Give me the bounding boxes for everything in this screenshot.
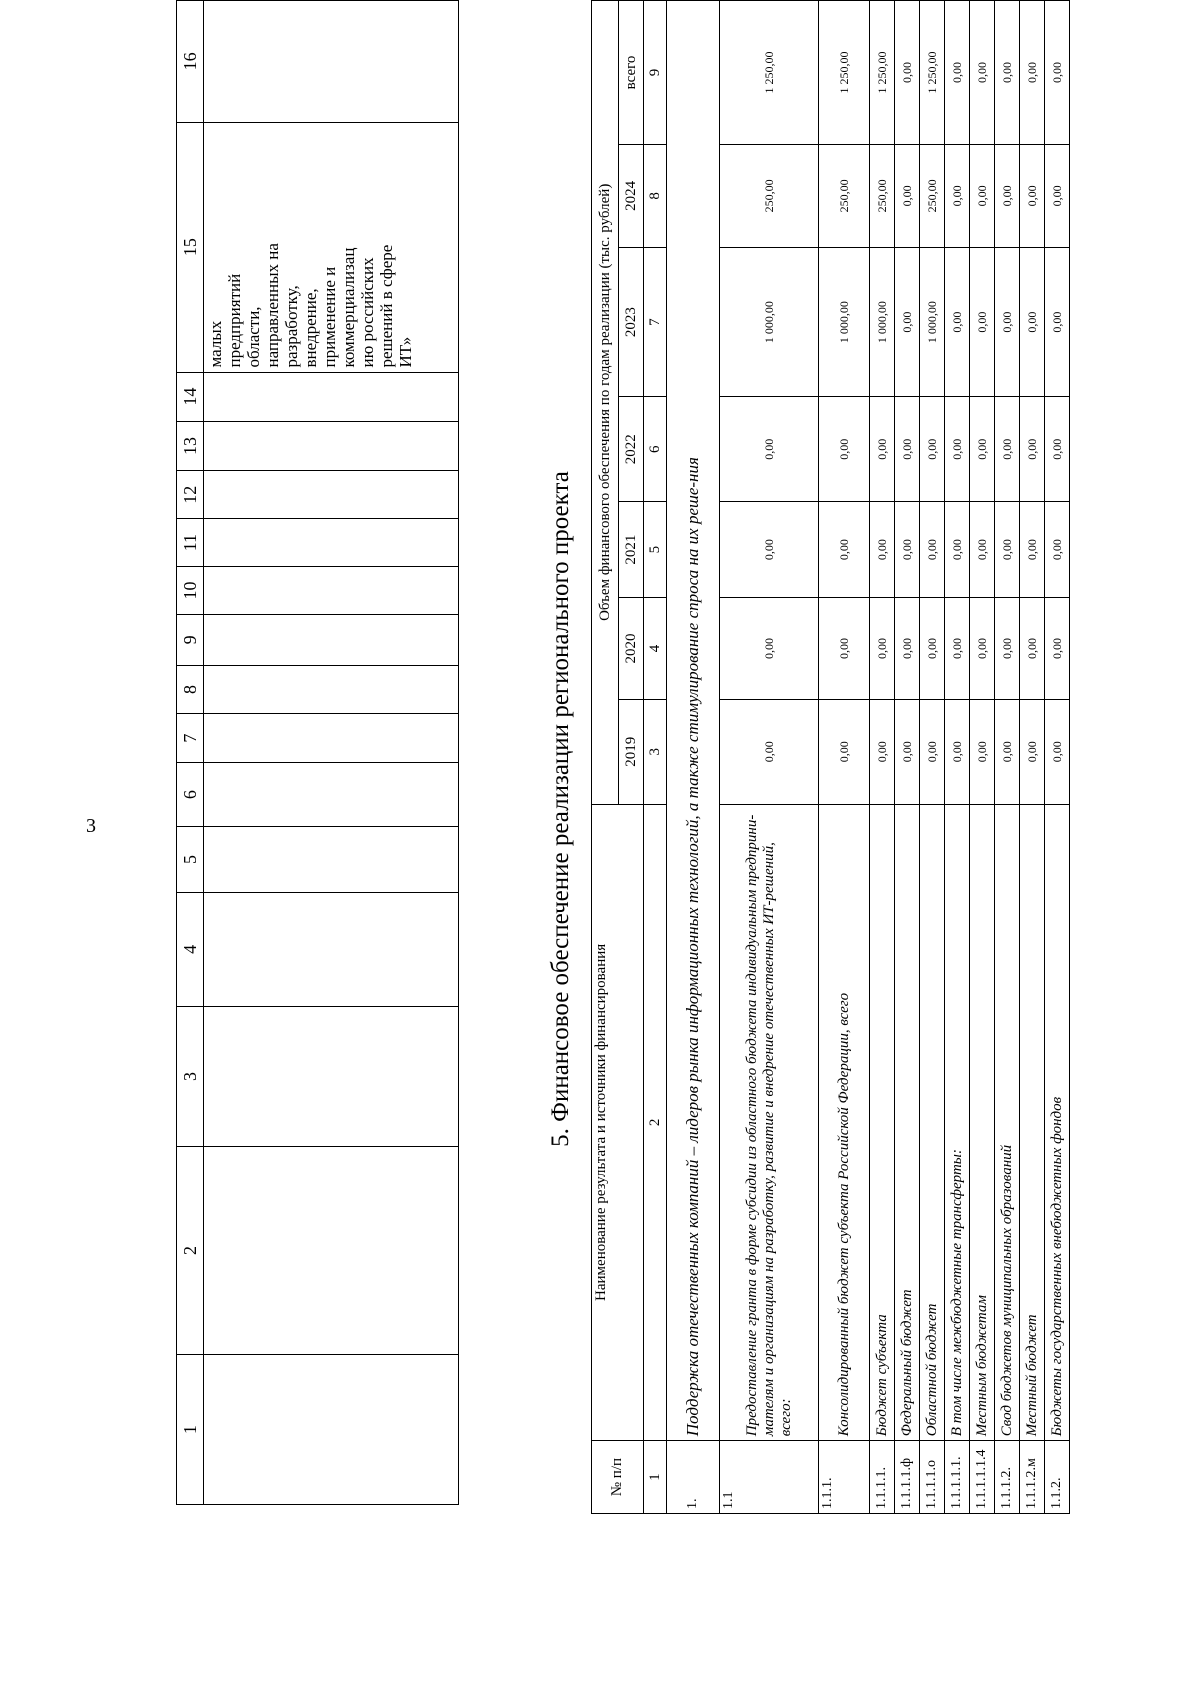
- row-num: 1.1.2.: [1045, 1441, 1070, 1514]
- row-value: 0,00: [1020, 699, 1045, 804]
- row-value: 0,00: [970, 598, 995, 700]
- row-value: 1 000,00: [720, 247, 819, 397]
- upper-col-number: 1: [177, 1355, 204, 1505]
- row-value: 0,00: [1020, 144, 1045, 247]
- col15-line: малых: [206, 320, 225, 368]
- row-total: 1 250,00: [819, 1, 870, 145]
- row-value: 0,00: [895, 144, 920, 247]
- row-value: 0,00: [1020, 502, 1045, 598]
- row-total: 1 250,00: [870, 1, 895, 145]
- row-name: Федеральный бюджет: [895, 804, 920, 1441]
- row-value: 250,00: [870, 144, 895, 247]
- upper-col-number: 7: [177, 714, 204, 763]
- section-num: 1.: [667, 1441, 720, 1514]
- finance-header-row: [592, 1, 619, 1514]
- row-value: 0,00: [1045, 699, 1070, 804]
- upper-cell: [204, 665, 459, 714]
- upper-cell: [204, 762, 459, 826]
- row-value: 0,00: [995, 397, 1020, 502]
- upper-cell: [204, 827, 459, 892]
- row-value: 0,00: [995, 699, 1020, 804]
- table-row: [1045, 1, 1070, 1514]
- row-name: В том числе межбюджетные трансферты:: [945, 804, 970, 1441]
- row-value: 0,00: [995, 598, 1020, 700]
- row-value: 0,00: [895, 397, 920, 502]
- row-value: 1 000,00: [920, 247, 945, 397]
- row-value: 0,00: [870, 598, 895, 700]
- section-text: Поддержка отечественных компаний – лидеров рынка информационных технологий, а также стимулирование спроса на их реше-ния: [667, 1, 720, 1441]
- row-value: 0,00: [1020, 247, 1045, 397]
- col15-line: коммерциализац: [339, 247, 358, 368]
- header-volume: Объем финансового обеспечения по годам реализации (тыс. рублей): [592, 1, 619, 805]
- finance-table: [591, 0, 1070, 1514]
- row-value: 0,00: [819, 699, 870, 804]
- row-total: 0,00: [945, 1, 970, 145]
- upper-cell: [204, 471, 459, 519]
- upper-col-number: 4: [177, 892, 204, 1007]
- section-heading: 5. Финансовое обеспечение реализации регионального проекта: [547, 471, 574, 1147]
- row-value: 0,00: [1045, 502, 1070, 598]
- row-value: 0,00: [970, 397, 995, 502]
- table-row: [945, 1, 970, 1514]
- col15-line: области,: [244, 306, 263, 368]
- row-value: 0,00: [945, 502, 970, 598]
- row-value: 1 000,00: [819, 247, 870, 397]
- upper-table-header-row: [177, 1, 204, 1505]
- col-number: 8: [644, 144, 667, 247]
- row-value: 0,00: [920, 397, 945, 502]
- col15-line: предприятий: [225, 273, 244, 368]
- row-name: Областной бюджет: [920, 804, 945, 1441]
- row-value: 250,00: [720, 144, 819, 247]
- row-num: 1.1.1.1.1.: [945, 1441, 970, 1514]
- row-value: 1 000,00: [870, 247, 895, 397]
- upper-col-number: 8: [177, 665, 204, 714]
- row-value: 0,00: [870, 502, 895, 598]
- upper-col-number: 3: [177, 1007, 204, 1147]
- upper-cell: [204, 1007, 459, 1147]
- row-value: 0,00: [720, 502, 819, 598]
- row-value: 0,00: [945, 397, 970, 502]
- upper-cell: [204, 1146, 459, 1354]
- table-row: [819, 1, 870, 1514]
- upper-cell: [204, 892, 459, 1007]
- table-row: [720, 1, 819, 1514]
- row-total: 0,00: [895, 1, 920, 145]
- upper-col-number: 14: [177, 372, 204, 421]
- row-num: 1.1: [720, 1441, 819, 1514]
- row-value: 0,00: [895, 699, 920, 804]
- col15-line: внедрение,: [301, 288, 320, 368]
- upper-col-number: 2: [177, 1146, 204, 1354]
- year-header: 2020: [619, 598, 644, 700]
- col15-line: ию российских: [358, 257, 377, 368]
- row-value: 250,00: [819, 144, 870, 247]
- row-value: 0,00: [945, 247, 970, 397]
- row-value: 0,00: [819, 598, 870, 700]
- upper-cell: [204, 566, 459, 614]
- upper-cell-col15: [204, 122, 459, 372]
- row-name: Бюджеты государственных внебюджетных фондов: [1045, 804, 1070, 1441]
- col15-line: направленных на: [263, 243, 282, 368]
- row-total: 1 250,00: [920, 1, 945, 145]
- upper-cell: [204, 1355, 459, 1505]
- row-value: 0,00: [995, 502, 1020, 598]
- row-value: 0,00: [1045, 397, 1070, 502]
- col-number: 1: [644, 1441, 667, 1514]
- upper-cell: [204, 714, 459, 763]
- upper-col-number: 9: [177, 615, 204, 665]
- row-value: 0,00: [970, 502, 995, 598]
- col-number: 4: [644, 598, 667, 700]
- row-value: 0,00: [1020, 397, 1045, 502]
- row-value: 0,00: [920, 598, 945, 700]
- row-total: 1 250,00: [720, 1, 819, 145]
- upper-col-number: 15: [177, 122, 204, 372]
- table-row: [895, 1, 920, 1514]
- upper-cell: [204, 421, 459, 470]
- row-value: 0,00: [870, 397, 895, 502]
- header-num: № п/п: [592, 1441, 644, 1514]
- row-value: 250,00: [920, 144, 945, 247]
- header-name: Наименование результата и источники финансирования: [592, 804, 644, 1441]
- upper-cell: [204, 1, 459, 123]
- row-name: Местным бюджетам: [970, 804, 995, 1441]
- row-name: Свод бюджетов муниципальных образований: [995, 804, 1020, 1441]
- row-value: 0,00: [945, 598, 970, 700]
- row-value: 0,00: [895, 598, 920, 700]
- table-row: [970, 1, 995, 1514]
- row-num: 1.1.1.2.м: [1020, 1441, 1045, 1514]
- upper-table: [176, 0, 459, 1505]
- row-total: 0,00: [970, 1, 995, 145]
- col-number: 3: [644, 699, 667, 804]
- row-total: 0,00: [1045, 1, 1070, 145]
- col-number: 9: [644, 1, 667, 145]
- col-number: 5: [644, 502, 667, 598]
- row-total: 0,00: [1020, 1, 1045, 145]
- upper-col-number: 12: [177, 471, 204, 519]
- row-num: 1.1.1.1.: [870, 1441, 895, 1514]
- row-value: 0,00: [945, 144, 970, 247]
- row-num: 1.1.1.1.1.4: [970, 1441, 995, 1514]
- upper-col-number: 5: [177, 827, 204, 892]
- table-row: [920, 1, 945, 1514]
- col-number: 2: [644, 804, 667, 1441]
- row-name: Консолидированный бюджет субъекта Российской Федерации, всего: [819, 804, 870, 1441]
- page-number: 3: [86, 815, 96, 837]
- year-header: 2023: [619, 247, 644, 397]
- row-value: 0,00: [1045, 598, 1070, 700]
- col15-line: решений в сфере: [377, 244, 396, 368]
- table-row: [1020, 1, 1045, 1514]
- row-value: 0,00: [819, 502, 870, 598]
- row-value: 0,00: [895, 247, 920, 397]
- upper-col-number: 16: [177, 1, 204, 123]
- row-value: 0,00: [720, 397, 819, 502]
- col-number: 7: [644, 247, 667, 397]
- table-row: [995, 1, 1020, 1514]
- upper-cell: [204, 372, 459, 421]
- col-number: 6: [644, 397, 667, 502]
- row-value: 0,00: [995, 144, 1020, 247]
- col15-line: ИТ»: [396, 336, 415, 368]
- row-value: 0,00: [970, 699, 995, 804]
- col15-line: разработку,: [282, 285, 301, 368]
- row-value: 0,00: [895, 502, 920, 598]
- row-value: 0,00: [970, 144, 995, 247]
- row-total: 0,00: [995, 1, 1020, 145]
- upper-col-number: 11: [177, 519, 204, 566]
- year-header: 2022: [619, 397, 644, 502]
- row-num: 1.1.1.1.ф: [895, 1441, 920, 1514]
- row-value: 0,00: [1045, 247, 1070, 397]
- row-value: 0,00: [1020, 598, 1045, 700]
- table-row: [870, 1, 895, 1514]
- upper-table-body-row: [204, 1, 459, 1505]
- year-header: 2019: [619, 699, 644, 804]
- row-value: 0,00: [720, 699, 819, 804]
- row-name: Местный бюджет: [1020, 804, 1045, 1441]
- row-value: 0,00: [819, 397, 870, 502]
- row-name: Бюджет субъекта: [870, 804, 895, 1441]
- upper-col-number: 13: [177, 421, 204, 470]
- row-value: 0,00: [945, 699, 970, 804]
- row-name: Предоставление гранта в форме субсидии из областного бюджета индивидуальным предприни-мателям и организациям на разработку, развитие и внедрение отечественных ИТ-решений, всего:: [720, 804, 819, 1441]
- section-row: [667, 1, 720, 1514]
- row-num: 1.1.1.2.: [995, 1441, 1020, 1514]
- row-value: 0,00: [970, 247, 995, 397]
- row-value: 0,00: [995, 247, 1020, 397]
- row-value: 0,00: [720, 598, 819, 700]
- total-header: всего: [619, 1, 644, 145]
- finance-colnum-row: [644, 1, 667, 1514]
- upper-cell: [204, 519, 459, 566]
- upper-col-number: 6: [177, 762, 204, 826]
- row-num: 1.1.1.1.о: [920, 1441, 945, 1514]
- year-header: 2021: [619, 502, 644, 598]
- row-value: 0,00: [1045, 144, 1070, 247]
- upper-cell: [204, 615, 459, 665]
- row-num: 1.1.1.: [819, 1441, 870, 1514]
- upper-col-number: 10: [177, 566, 204, 614]
- year-header: 2024: [619, 144, 644, 247]
- row-value: 0,00: [920, 699, 945, 804]
- row-value: 0,00: [870, 699, 895, 804]
- col15-line: применение и: [320, 266, 339, 368]
- row-value: 0,00: [920, 502, 945, 598]
